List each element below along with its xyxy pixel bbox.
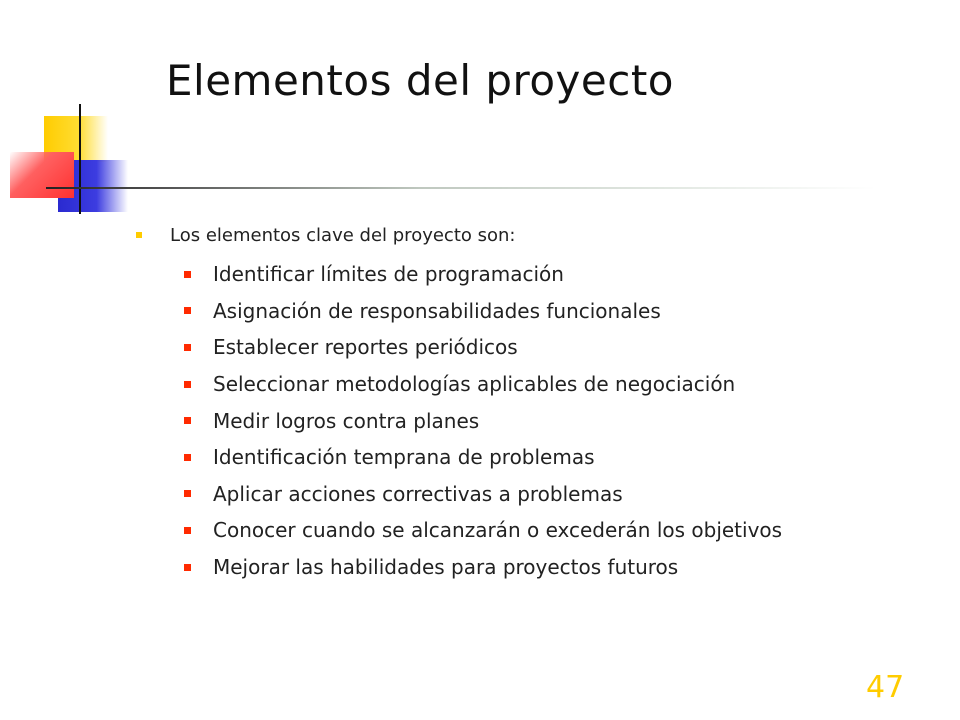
slide-title: Elementos del proyecto — [166, 56, 674, 105]
list-item — [134, 366, 914, 403]
list-item-text: Identificación temprana de problemas — [213, 445, 595, 470]
list-item-text: Medir logros contra planes — [213, 408, 480, 433]
list-item-text: Mejorar las habilidades para proyectos futuros — [213, 555, 679, 580]
square-bullet-icon — [136, 232, 142, 238]
square-bullet-icon — [184, 381, 191, 388]
list-item — [134, 293, 914, 330]
square-bullet-icon — [184, 454, 191, 461]
square-bullet-icon — [184, 490, 191, 497]
decorative-logo-icon — [0, 0, 140, 230]
square-bullet-icon — [184, 527, 191, 534]
list-item-text: Conocer cuando se alcanzarán o excederán los objetivos — [213, 518, 783, 543]
list-item-text: Asignación de responsabilidades funcionales — [213, 298, 661, 323]
square-bullet-icon — [184, 417, 191, 424]
list-item — [134, 256, 914, 293]
intro-bullet-item — [134, 222, 914, 248]
list-item — [134, 476, 914, 513]
square-bullet-icon — [184, 344, 191, 351]
intro-text: Los elementos clave del proyecto son: — [170, 224, 516, 246]
list-item — [134, 402, 914, 439]
list-item — [134, 439, 914, 476]
list-item-text: Aplicar acciones correctivas a problemas — [213, 481, 623, 506]
logo-vertical-line — [79, 104, 81, 214]
red-block — [10, 152, 74, 198]
square-bullet-icon — [184, 564, 191, 571]
list-item — [134, 329, 914, 366]
square-bullet-icon — [184, 307, 191, 314]
title-divider — [46, 187, 876, 189]
list-item-text: Identificar límites de programación — [213, 262, 564, 287]
page-number: 47 — [866, 670, 905, 705]
list-item — [134, 512, 914, 549]
key-elements-list — [134, 256, 914, 585]
square-bullet-icon — [184, 271, 191, 278]
list-item — [134, 549, 914, 586]
list-item-text: Establecer reportes periódicos — [213, 335, 518, 360]
slide-content — [134, 222, 914, 585]
list-item-text: Seleccionar metodologías aplicables de negociación — [213, 372, 736, 397]
